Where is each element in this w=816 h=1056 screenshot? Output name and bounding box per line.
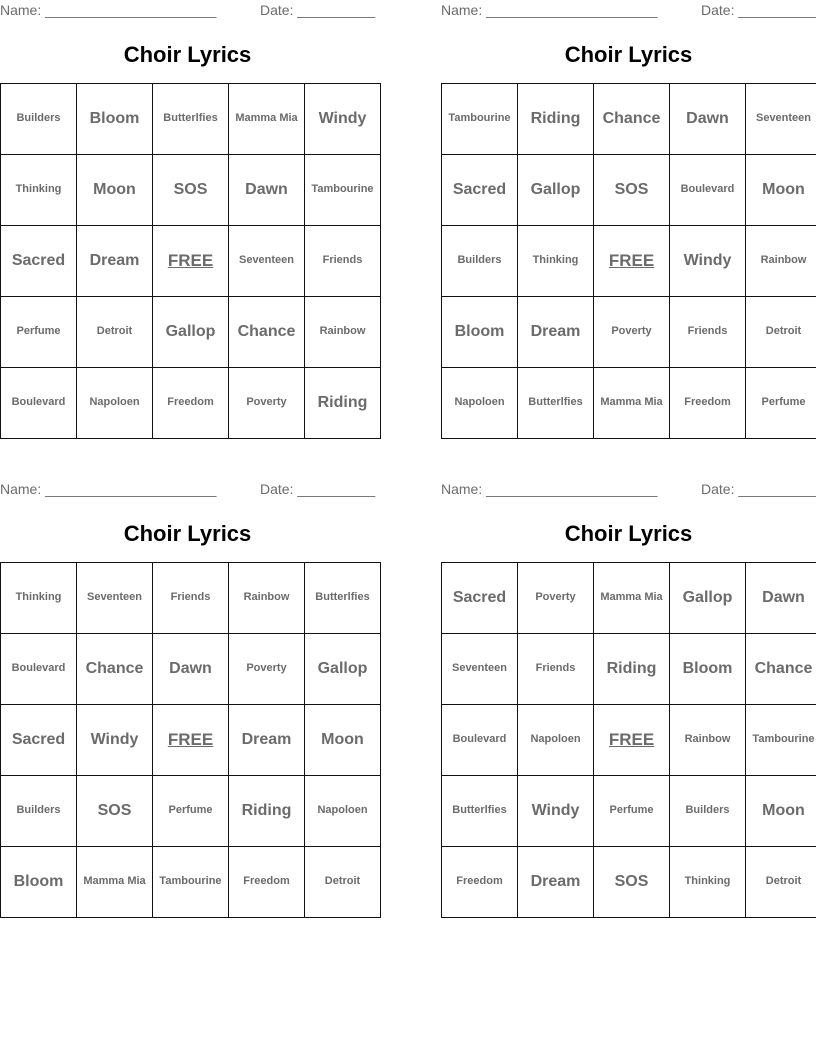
bingo-cell: SOS xyxy=(594,847,670,918)
bingo-cell: Rainbow xyxy=(229,563,305,634)
bingo-cell: Mamma Mia xyxy=(229,84,305,155)
bingo-cell: Friends xyxy=(670,297,746,368)
bingo-cell: Windy xyxy=(77,705,153,776)
bingo-cell: Windy xyxy=(305,84,381,155)
bingo-cell: Poverty xyxy=(518,563,594,634)
card-title: Choir Lyrics xyxy=(564,42,693,67)
bingo-row xyxy=(1,155,381,226)
bingo-cell: Dawn xyxy=(153,634,229,705)
bingo-cell: Riding xyxy=(518,84,594,155)
bingo-cell: Tambourine xyxy=(442,84,518,155)
bingo-cell: Sacred xyxy=(1,705,77,776)
bingo-cell: Riding xyxy=(594,634,670,705)
bingo-cell: Seventeen xyxy=(746,84,816,155)
bingo-cell: Dawn xyxy=(670,84,746,155)
bingo-cell: Gallop xyxy=(670,563,746,634)
bingo-cell: Moon xyxy=(305,705,381,776)
free-space: FREE xyxy=(594,705,670,776)
bingo-row xyxy=(442,705,816,776)
header-line xyxy=(441,481,816,497)
bingo-cell: Butterlfies xyxy=(442,776,518,847)
free-space: FREE xyxy=(153,705,229,776)
name-field-label: Name: ______________________ xyxy=(0,481,217,497)
bingo-cell: Builders xyxy=(670,776,746,847)
bingo-cell: Rainbow xyxy=(670,705,746,776)
bingo-grid xyxy=(441,83,816,439)
bingo-cell: Boulevard xyxy=(1,368,77,439)
bingo-row xyxy=(1,776,381,847)
bingo-card-4 xyxy=(441,479,816,911)
bingo-cell: Perfume xyxy=(153,776,229,847)
card-title: Choir Lyrics xyxy=(123,42,252,67)
bingo-row xyxy=(1,368,381,439)
bingo-cell: Moon xyxy=(746,776,816,847)
bingo-cell: Riding xyxy=(305,368,381,439)
bingo-cell: Napoloen xyxy=(305,776,381,847)
bingo-row xyxy=(442,155,816,226)
bingo-cell: Detroit xyxy=(305,847,381,918)
bingo-cell: Sacred xyxy=(442,563,518,634)
bingo-row xyxy=(1,634,381,705)
bingo-cell: Boulevard xyxy=(670,155,746,226)
bingo-cell: Chance xyxy=(746,634,816,705)
bingo-row xyxy=(442,847,816,918)
bingo-cell: Napoloen xyxy=(77,368,153,439)
bingo-cell: Seventeen xyxy=(442,634,518,705)
bingo-cell: Freedom xyxy=(153,368,229,439)
bingo-cell: Bloom xyxy=(77,84,153,155)
bingo-cell: Windy xyxy=(670,226,746,297)
bingo-cell: Butterlfies xyxy=(153,84,229,155)
bingo-cell: Bloom xyxy=(1,847,77,918)
bingo-row xyxy=(442,563,816,634)
bingo-row xyxy=(442,368,816,439)
header-line xyxy=(441,2,816,18)
bingo-cell: Thinking xyxy=(670,847,746,918)
bingo-cell: Moon xyxy=(77,155,153,226)
bingo-cell: SOS xyxy=(153,155,229,226)
bingo-cell: Dream xyxy=(518,297,594,368)
bingo-cell: Friends xyxy=(153,563,229,634)
bingo-cell: Chance xyxy=(594,84,670,155)
bingo-grid xyxy=(441,562,816,918)
bingo-cell: Thinking xyxy=(1,563,77,634)
date-field-label: Date: __________ xyxy=(701,481,816,497)
bingo-cell: Windy xyxy=(518,776,594,847)
bingo-row xyxy=(1,84,381,155)
bingo-cell: Butterlfies xyxy=(518,368,594,439)
name-field-label: Name: ______________________ xyxy=(441,2,658,18)
bingo-cell: Detroit xyxy=(746,847,816,918)
card-title: Choir Lyrics xyxy=(123,521,252,546)
bingo-cell: Butterlfies xyxy=(305,563,381,634)
bingo-cell: Boulevard xyxy=(1,634,77,705)
bingo-row xyxy=(442,84,816,155)
bingo-cell: Dream xyxy=(77,226,153,297)
bingo-cell: Perfume xyxy=(594,776,670,847)
bingo-cell: Seventeen xyxy=(77,563,153,634)
bingo-cell: Poverty xyxy=(229,634,305,705)
bingo-card-1 xyxy=(0,0,375,432)
bingo-cell: Builders xyxy=(1,84,77,155)
bingo-cell: Dawn xyxy=(746,563,816,634)
name-field-label: Name: ______________________ xyxy=(0,2,217,18)
bingo-row xyxy=(442,634,816,705)
date-field-label: Date: __________ xyxy=(701,2,816,18)
bingo-cell: Builders xyxy=(442,226,518,297)
bingo-cell: Tambourine xyxy=(305,155,381,226)
bingo-cell: Dawn xyxy=(229,155,305,226)
bingo-row xyxy=(1,847,381,918)
bingo-cell: Gallop xyxy=(153,297,229,368)
header-line xyxy=(0,481,375,497)
bingo-row xyxy=(1,705,381,776)
bingo-cell: Freedom xyxy=(229,847,305,918)
bingo-cell: Friends xyxy=(305,226,381,297)
bingo-cell: Sacred xyxy=(1,226,77,297)
bingo-cell: Detroit xyxy=(746,297,816,368)
bingo-cell: Freedom xyxy=(442,847,518,918)
bingo-cell: Bloom xyxy=(442,297,518,368)
bingo-cell: Thinking xyxy=(1,155,77,226)
bingo-row xyxy=(1,226,381,297)
bingo-cell: Friends xyxy=(518,634,594,705)
bingo-cell: SOS xyxy=(594,155,670,226)
bingo-cell: Moon xyxy=(746,155,816,226)
bingo-cell: Poverty xyxy=(594,297,670,368)
bingo-cell: Rainbow xyxy=(746,226,816,297)
date-field-label: Date: __________ xyxy=(260,2,376,18)
bingo-cell: Mamma Mia xyxy=(594,368,670,439)
bingo-row xyxy=(442,226,816,297)
bingo-grid xyxy=(0,83,381,439)
bingo-cell: Freedom xyxy=(670,368,746,439)
bingo-cell: Gallop xyxy=(305,634,381,705)
bingo-cell: Chance xyxy=(229,297,305,368)
bingo-cell: Builders xyxy=(1,776,77,847)
bingo-cell: Chance xyxy=(77,634,153,705)
bingo-row xyxy=(1,563,381,634)
free-space: FREE xyxy=(594,226,670,297)
bingo-row xyxy=(442,297,816,368)
bingo-cell: Riding xyxy=(229,776,305,847)
bingo-cell: Perfume xyxy=(746,368,816,439)
bingo-cell: Bloom xyxy=(670,634,746,705)
bingo-grid xyxy=(0,562,381,918)
bingo-cell: Seventeen xyxy=(229,226,305,297)
bingo-row xyxy=(442,776,816,847)
bingo-cell: Tambourine xyxy=(746,705,816,776)
bingo-cell: Gallop xyxy=(518,155,594,226)
bingo-cell: Detroit xyxy=(77,297,153,368)
date-field-label: Date: __________ xyxy=(260,481,376,497)
bingo-cell: Napoloen xyxy=(442,368,518,439)
bingo-cell: Sacred xyxy=(442,155,518,226)
bingo-cell: Perfume xyxy=(1,297,77,368)
bingo-cell: Boulevard xyxy=(442,705,518,776)
bingo-cell: Dream xyxy=(518,847,594,918)
bingo-cell: Napoloen xyxy=(518,705,594,776)
card-title: Choir Lyrics xyxy=(564,521,693,546)
header-line xyxy=(0,2,375,18)
bingo-cell: Mamma Mia xyxy=(77,847,153,918)
bingo-row xyxy=(1,297,381,368)
free-space: FREE xyxy=(153,226,229,297)
bingo-cell: Tambourine xyxy=(153,847,229,918)
bingo-card-3 xyxy=(0,479,375,911)
bingo-cell: Thinking xyxy=(518,226,594,297)
bingo-cell: SOS xyxy=(77,776,153,847)
bingo-cell: Dream xyxy=(229,705,305,776)
bingo-cell: Poverty xyxy=(229,368,305,439)
bingo-card-2 xyxy=(441,0,816,432)
name-field-label: Name: ______________________ xyxy=(441,481,658,497)
bingo-cell: Rainbow xyxy=(305,297,381,368)
bingo-cell: Mamma Mia xyxy=(594,563,670,634)
